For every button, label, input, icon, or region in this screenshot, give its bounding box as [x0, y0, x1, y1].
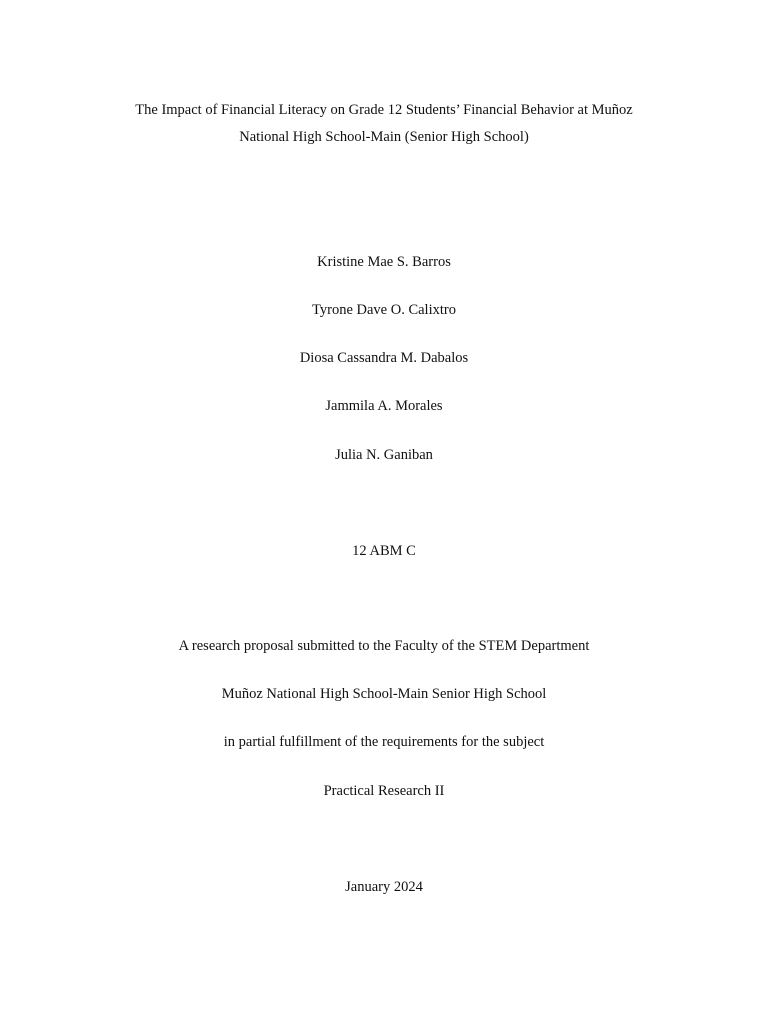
submission-line: A research proposal submitted to the Faculty of the STEM Department: [178, 638, 590, 654]
author-name: Jammila A. Morales: [325, 398, 443, 414]
author-name: Kristine Mae S. Barros: [317, 254, 451, 270]
title-line-1: The Impact of Financial Literacy on Grade 12 Students’ Financial Behavior at Muñoz: [135, 102, 633, 118]
submission-line: Practical Research II: [323, 783, 445, 799]
title-line-2: National High School-Main (Senior High School): [239, 129, 529, 145]
submission-line: in partial fulfillment of the requirements for the subject: [223, 734, 545, 750]
author-name: Tyrone Dave O. Calixtro: [312, 302, 456, 318]
section-label: 12 ABM C: [352, 543, 416, 559]
author-name: Julia N. Ganiban: [335, 447, 433, 463]
submission-line: Muñoz National High School-Main Senior High School: [221, 686, 547, 702]
document-date: January 2024: [345, 879, 423, 895]
author-name: Diosa Cassandra M. Dabalos: [299, 350, 469, 366]
